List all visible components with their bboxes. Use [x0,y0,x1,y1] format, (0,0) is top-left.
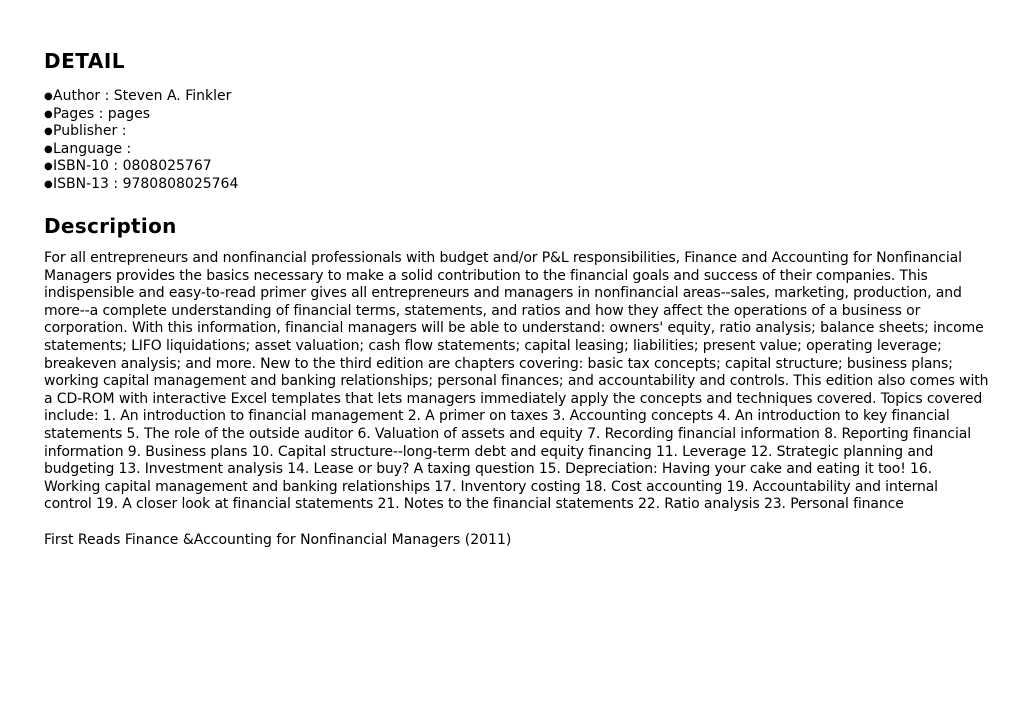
detail-item-label: ISBN-10 : 0808025767 [53,158,212,174]
description-heading: Description [44,214,177,238]
detail-item-publisher [44,123,994,141]
bullet-icon: ● [44,91,53,102]
bullet-icon: ● [44,178,53,190]
detail-item-language [44,141,994,159]
detail-item-label: ISBN-13 : 9780808025764 [53,175,239,192]
detail-item-label: Publisher : [53,123,127,139]
description-body: For all entrepreneurs and nonfinancial professionals with budget and/or P&L responsibilities, Finance and Accounting for Nonfinancial Managers provides the basics necessary to make a solid contribution to the financial goals and success of their companies. This indispensible and easy-to-read primer gives all entrepreneurs and managers in nonfinancial areas--sales, marketing, production, and more--a complete understanding of financial terms, statements, and ratios and how they affect the operations of a business or corporation. With this information, financial managers will be able to understand: owners' equity, ratio analysis; balance sheets; income statements; LIFO liquidations; asset valuation; cash flow statements; capital leasing; liabilities; present value; operating leverage; breakeven analysis; and more. New to the third edition are chapters covering: basic tax concepts; capital structure; business plans; working capital management and banking relationships; personal finances; and accountability and controls. This edition also comes with a CD-ROM with interactive Excel templates that lets managers immediately apply the concepts and techniques covered. Topics covered include: 1. An introduction to financial management 2. A primer on taxes 3. Accounting concepts 4. An introduction to key financial statements 5. The role of the outside auditor 6. Valuation of assets and equity 7. Recording financial information 8. Reporting financial information 9. Business plans 10. Capital structure--long-term debt and equity financing 11. Leverage 12. Strategic planning and budgeting 13. Investment analysis 14. Lease or buy? A taxing question 15. Depreciation: Having your cake and eating it too! 16. Working capital management and banking relationships 17. Inventory costing 18. Cost accounting 19. Accountability and internal control 19. A closer look at financial statements 21. Notes to the financial statements 22. Ratio analysis 23. Personal finance [44,250,989,513]
detail-item-label: Author : Steven A. Finkler [53,88,232,104]
detail-item-label: Pages : pages [53,105,151,122]
detail-item-pages [44,106,994,124]
document-page [44,48,994,550]
detail-item-isbn10 [44,158,994,176]
detail-heading: DETAIL [44,49,126,73]
bullet-icon: ● [44,108,53,120]
detail-item-author [44,88,994,106]
detail-item-label: Language : [53,140,132,157]
footer-title-line: First Reads Finance &Accounting for Nonfinancial Managers (2011) [44,531,512,548]
bullet-icon: ● [44,126,53,137]
detail-item-isbn13 [44,176,994,194]
bullet-icon: ● [44,161,53,172]
bullet-icon: ● [44,143,53,155]
detail-list [44,88,994,193]
